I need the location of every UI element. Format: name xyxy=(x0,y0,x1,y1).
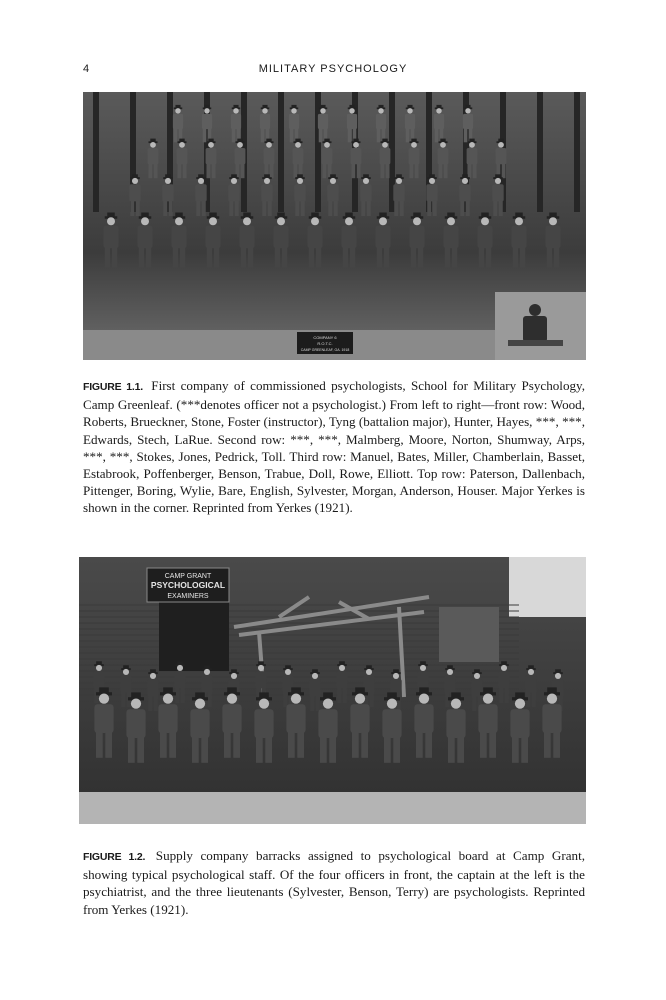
svg-text:CAMP GREENLEAF, GA. 1918: CAMP GREENLEAF, GA. 1918 xyxy=(300,348,350,352)
svg-text:R.O.T.C.: R.O.T.C. xyxy=(317,341,333,346)
figure-label: FIGURE 1.1. xyxy=(83,381,143,393)
svg-text:CAMP GRANT: CAMP GRANT xyxy=(164,573,212,580)
page-number: 4 xyxy=(83,63,90,75)
svg-text:EXAMINERS: EXAMINERS xyxy=(167,593,209,600)
figure-label: FIGURE 1.2. xyxy=(83,851,146,863)
figure-1-2-caption xyxy=(83,847,585,918)
figure-1-2-photo xyxy=(79,557,586,824)
caption-text: First company of commissioned psychologists, School for Military Psychology, Camp Greenleaf. (***denotes officer not a psychologist.) From left to right—front row: Wood, Roberts, Brueckner, Stone, Foster (instructor), Tyng (battalion major), Hunter, Hayes, ***, ***, Edwards, Stech, LaRue. Second row: ***, ***, Malmberg, Moore, Norton, Shumway, Arps, ***, ***, Stokes, Jones, Pedrick, Toll. Third row: Manuel, Bates, Miller, Chamberlain, Basset, Estabrook, Poffenberger, Benson, Trabue, Doll, Rowe, Elliott. Top row: Paterson, Dallenbach, Pittenger, Boring, Wylie, Bare, English, Sylvester, Morgan, Anderson, Houser. Major Yerkes is shown in the corner. Reprinted from Yerkes (1921). xyxy=(83,378,586,516)
photo-sign xyxy=(147,568,229,602)
running-head: MILITARY PSYCHOLOGY xyxy=(258,63,408,75)
figure-1-1-photo xyxy=(83,92,586,360)
svg-text:COMPANY 6: COMPANY 6 xyxy=(313,335,337,340)
photo-sign xyxy=(297,332,353,354)
caption-text: Supply company barracks assigned to psychological board at Camp Grant, showing typical psychological staff. Of the four officers in front, the captain at the left is the psychiatrist, and the three lieutenants (Sylvester, Benson, Terry) are psychologists. Reprinted from Yerkes (1921). xyxy=(83,848,585,917)
page-header xyxy=(0,63,666,79)
figure-1-1-caption xyxy=(83,377,585,517)
svg-text:PSYCHOLOGICAL: PSYCHOLOGICAL xyxy=(150,580,226,590)
